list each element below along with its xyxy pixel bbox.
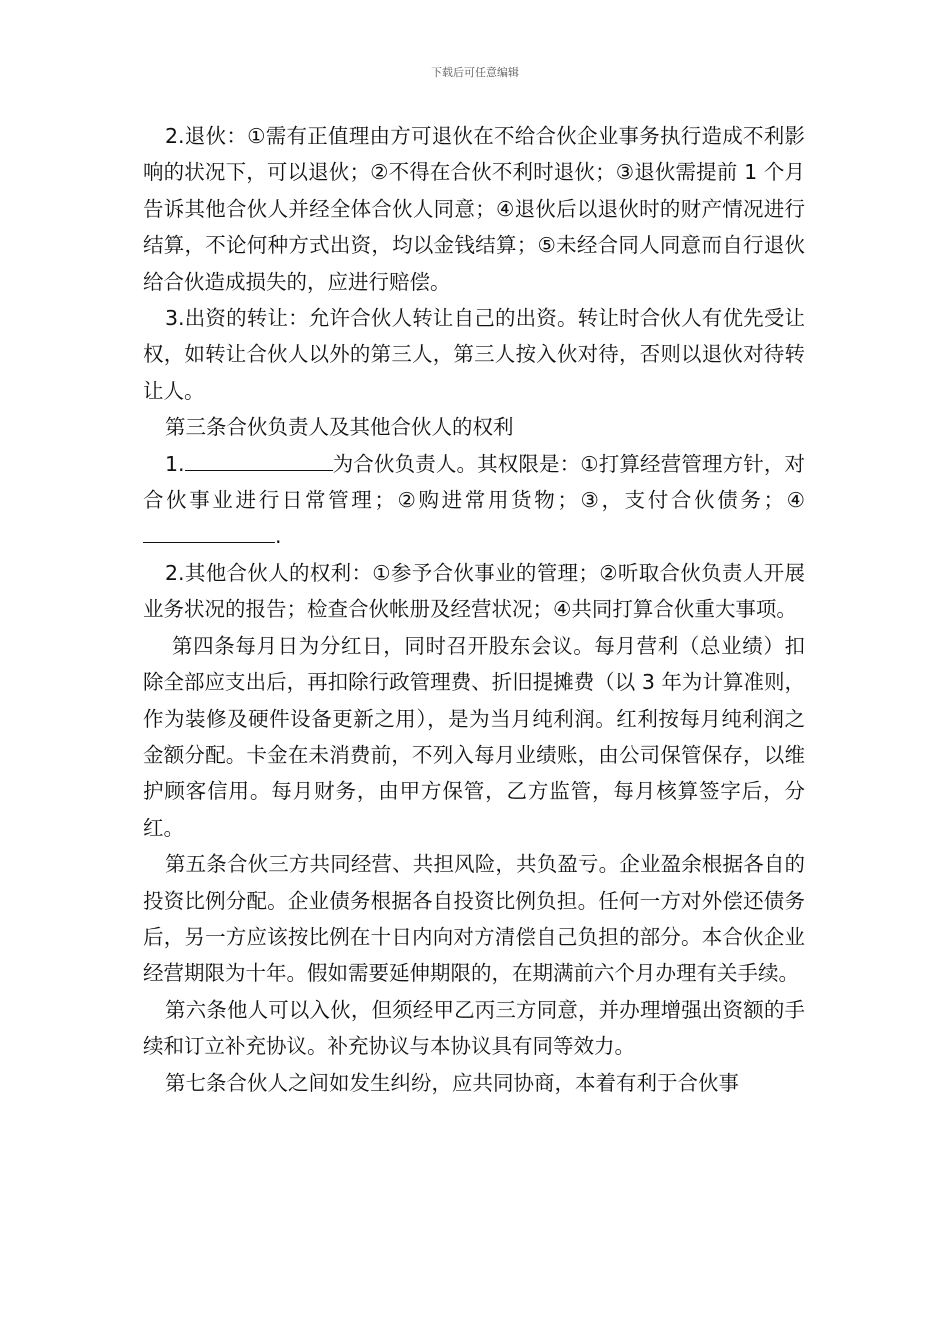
paragraph-article-7: 第七条合伙人之间如发生纠纷，应共同协商，本着有利于合伙事 bbox=[165, 1070, 739, 1095]
paragraph-article-6: 第六条他人可以入伙，但须经甲乙丙三方同意，并办理增强出资额的手续和订立补充协议。补充协议与本协议具有同等效力。 bbox=[143, 997, 805, 1059]
paragraph-other-partner-rights: 2.其他合伙人的权利：①参予合伙事业的管理；②听取合伙负责人开展业务状况的报告；检查合伙帐册及经营状况；④共同打算合伙重大事项。 bbox=[143, 560, 805, 622]
paragraph-capital-transfer: 3.出资的转让：允许合伙人转让自己的出资。转让时合伙人有优先受让权，如转让合伙人以外的第三人，第三人按入伙对待，否则以退伙对待转让人。 bbox=[143, 306, 805, 403]
section-heading-article-3: 第三条合伙负责人及其他合伙人的权利 bbox=[165, 415, 514, 440]
paragraph-partner-leader bbox=[143, 446, 805, 555]
paragraph-article-4: 第四条每月日为分红日，同时召开股东会议。每月营利（总业绩）扣除全部应支出后，再扣除行政管理费、折旧提摊费（以 3 年为计算准则，作为装修及硬件设备更新之用），是为当月纯利润。红利按每月纯利润之金额分配。卡金在未消费前，不列入每月业绩账，由公司保管保存，以维护顾客信用。每月财务，由甲方保管，乙方监管，每月核算签字后，分红。 bbox=[143, 633, 805, 840]
item-number: 1. bbox=[165, 451, 185, 476]
page-header: 下载后可任意编辑 bbox=[431, 66, 519, 79]
period: . bbox=[275, 524, 282, 549]
fill-in-blank-item-4 bbox=[143, 520, 275, 543]
fill-in-blank-leader bbox=[185, 448, 333, 471]
document-body bbox=[143, 118, 805, 1101]
paragraph-article-5: 第五条合伙三方共同经营、共担风险，共负盈亏。企业盈余根据各自的投资比例分配。企业债务根据各自投资比例负担。任何一方对外偿还债务后，另一方应该按比例在十日内向对方清偿自己负担的部分。本合伙企业经营期限为十年。假如需要延伸期限的，在期满前六个月办理有关手续。 bbox=[143, 852, 805, 986]
leader-authority-text: 为合伙负责人。其权限是：①打算经营管理方针，对合伙事业进行日常管理；②购进常用货物；③，支付合伙债务；④ bbox=[143, 451, 805, 513]
paragraph-withdrawal: 2.退伙：①需有正值理由方可退伙在不给合伙企业事务执行造成不利影响的状况下，可以退伙；②不得在合伙不利时退伙；③退伙需提前 1 个月告诉其他合伙人并经全体合伙人同意；④退伙后以退伙时的财产情况进行结算，不论何种方式出资，均以金钱结算；⑤未经合同人同意而自行退伙给合伙造成损失的，应进行赔偿。 bbox=[143, 124, 805, 294]
